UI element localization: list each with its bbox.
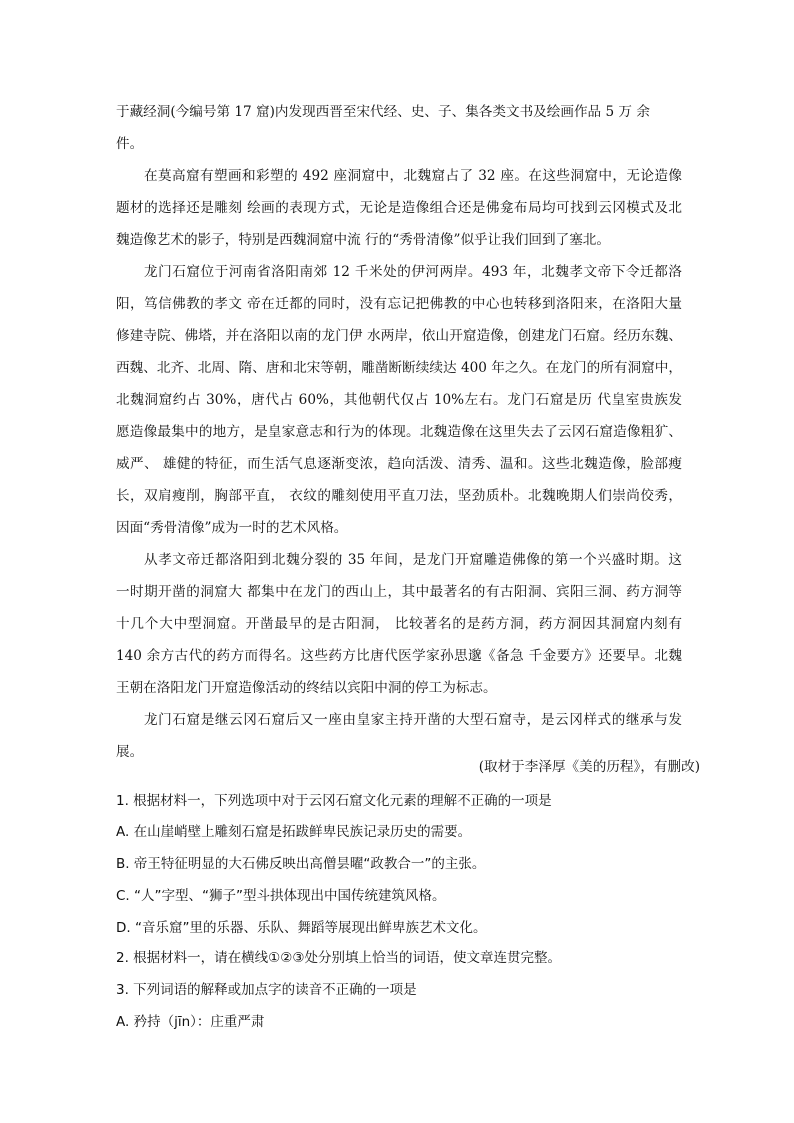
passage-line: 题材的选择还是雕刻 绘画的表现方式，无论是造像组合还是佛龛布局均可找到云冈模式及北 — [116, 200, 682, 216]
passage-line: 140 余方古代的药方而得名。这些药方比唐代医学家孙思邈《备急 千金要方》还要早。北魏 — [116, 648, 682, 664]
passage-line: 在莫高窟有塑画和彩塑的 492 座洞窟中，北魏窟占了 32 座。在这些洞窟中，无论造像 — [144, 168, 682, 184]
passage-line: 龙门石窟位于河南省洛阳南郊 12 千米处的伊河两岸。493 年，北魏孝文帝下令迁都洛 — [144, 264, 682, 280]
passage-line: 魏造像艺术的影子，特别是西魏洞窟中流 行的“秀骨清像”似乎让我们回到了塞北。 — [116, 232, 610, 248]
passage-line: 威严、 雄健的特征，而生活气息逐渐变浓，趋向活泼、清秀、温和。这些北魏造像，脸部瘦 — [116, 456, 682, 472]
question-1-option-c: C. “人”字型、“狮子”型斗拱体现出中国传统建筑风格。 — [116, 888, 446, 904]
passage-line: 长，双肩瘦削，胸部平直， 衣纹的雕刻使用平直刀法，坚劲质朴。北魏晚期人们崇尚佼秀， — [116, 488, 682, 504]
question-1: 1. 根据材料一，下列选项中对于云冈石窟文化元素的理解不正确的一项是 — [116, 793, 552, 809]
passage-line: 龙门石窟是继云冈石窟后又一座由皇家主持开凿的大型石窟寺，是云冈样式的继承与发 — [144, 712, 682, 728]
passage-line: 北魏洞窟约占 30%，唐代占 60%，其他朝代仅占 10%左右。龙门石窟是历 代皇室贵族发 — [116, 392, 682, 408]
source-citation: (取材于李泽厚《美的历程》，有删改) — [478, 759, 700, 775]
passage-line: 因面“秀骨清像”成为一时的艺术风格。 — [116, 520, 348, 536]
passage-line: 十几个大中型洞窟。开凿最早的是古阳洞， 比较著名的是药方洞，药方洞因其洞窟内刻有 — [116, 616, 682, 632]
passage-line: 从孝文帝迁都洛阳到北魏分裂的 35 年间，是龙门开窟雕造佛像的第一个兴盛时期。这 — [144, 552, 682, 568]
question-1-option-b: B. 帝王特征明显的大石佛反映出高僧昙曜“政教合一”的主张。 — [116, 856, 486, 872]
question-3-option-a: A. 矜持（jīn）：庄重严肃 — [116, 1014, 265, 1030]
passage-line: 于藏经洞(今编号第 17 窟)内发现西晋至宋代经、史、子、集各类文书及绘画作品 5 万 余 — [116, 104, 650, 120]
question-2: 2. 根据材料一，请在横线①②③处分别填上恰当的词语，使文章连贯完整。 — [116, 950, 561, 966]
passage-line: 展。 — [116, 744, 144, 760]
passage-line: 修建寺院、佛塔，并在洛阳以南的龙门伊 水两岸，依山开窟造像，创建龙门石窟。经历东魏、 — [116, 328, 682, 344]
passage-line: 西魏、北齐、北周、隋、唐和北宋等朝，雕凿断断续续达 400 年之久。在龙门的所有洞窟中， — [116, 360, 682, 376]
question-3: 3. 下列词语的解释或加点字的读音不正确的一项是 — [116, 982, 417, 998]
question-1-option-a: A. 在山崖峭壁上雕刻石窟是拓跋鲜卑民族记录历史的需要。 — [116, 824, 472, 840]
passage-line: 愿造像最集中的地方，是皇家意志和行为的体现。北魏造像在这里失去了云冈石窟造像粗犷、 — [116, 424, 682, 440]
passage-line: 阳，笃信佛教的孝文 帝在迁都的同时，没有忘记把佛教的中心也转移到洛阳来，在洛阳大量 — [116, 296, 682, 312]
passage-line: 王朝在洛阳龙门开窟造像活动的终结以宾阳中洞的停工为标志。 — [116, 680, 497, 696]
question-1-option-d: D. “音乐窟”里的乐器、乐队、舞蹈等展现出鲜卑族艺术文化。 — [116, 920, 487, 936]
passage-line: 件。 — [116, 136, 144, 152]
passage-line: 一时期开凿的洞窟大 都集中在龙门的西山上，其中最著名的有古阳洞、宾阳三洞、药方洞等 — [116, 584, 682, 600]
